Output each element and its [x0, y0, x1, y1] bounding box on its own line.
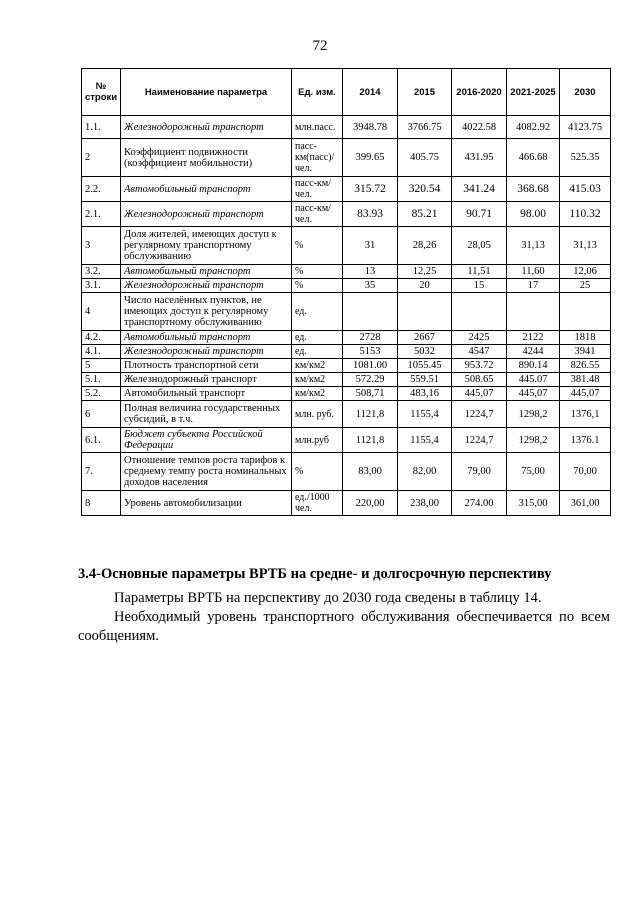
parameter-name-cell: Железнодорожный транспорт	[121, 345, 292, 359]
table-row	[82, 373, 611, 387]
row-number-cell: 4	[82, 293, 121, 331]
value-cell: 4022.58	[452, 116, 507, 139]
table-row	[82, 177, 611, 202]
value-cell: 1155,4	[398, 401, 452, 428]
table-row	[82, 428, 611, 453]
value-cell: 25	[560, 279, 611, 293]
table-row	[82, 116, 611, 139]
row-number-cell: 2.1.	[82, 202, 121, 227]
table-row	[82, 453, 611, 491]
unit-cell: км/км2	[292, 387, 343, 401]
parameter-name-cell: Автомобильный транспорт	[121, 331, 292, 345]
value-cell: 11,51	[452, 265, 507, 279]
value-cell: 826.55	[560, 359, 611, 373]
parameter-name-cell: Железнодорожный транспорт	[121, 202, 292, 227]
value-cell: 220,00	[343, 491, 398, 516]
value-cell: 572.29	[343, 373, 398, 387]
value-cell: 315.72	[343, 177, 398, 202]
value-cell: 415.03	[560, 177, 611, 202]
value-cell: 85.21	[398, 202, 452, 227]
value-cell: 953.72	[452, 359, 507, 373]
value-cell: 445,07	[560, 387, 611, 401]
unit-cell: ед.	[292, 345, 343, 359]
unit-cell: ед.	[292, 331, 343, 345]
header-year-2014: 2014	[343, 69, 398, 116]
value-cell: 79,00	[452, 453, 507, 491]
value-cell: 5153	[343, 345, 398, 359]
row-number-cell: 4.1.	[82, 345, 121, 359]
value-cell: 431.95	[452, 139, 507, 177]
row-number-cell: 5	[82, 359, 121, 373]
row-number-cell: 2	[82, 139, 121, 177]
value-cell	[452, 293, 507, 331]
table-body	[82, 116, 611, 516]
value-cell: 31,13	[560, 227, 611, 265]
value-cell: 98.00	[507, 202, 560, 227]
value-cell: 12,06	[560, 265, 611, 279]
value-cell	[398, 293, 452, 331]
unit-cell: млн.руб	[292, 428, 343, 453]
value-cell: 508.65	[452, 373, 507, 387]
value-cell: 13	[343, 265, 398, 279]
parameter-name-cell: Железнодорожный транспорт	[121, 116, 292, 139]
value-cell: 31	[343, 227, 398, 265]
header-unit: Ед. изм.	[292, 69, 343, 116]
value-cell: 1298,2	[507, 428, 560, 453]
header-period-2016-2020: 2016-2020	[452, 69, 507, 116]
row-number-cell: 8	[82, 491, 121, 516]
header-parameter-name: Наименование параметра	[121, 69, 292, 116]
value-cell: 20	[398, 279, 452, 293]
value-cell: 75,00	[507, 453, 560, 491]
parameter-name-cell: Автомобильный транспорт	[121, 265, 292, 279]
value-cell	[560, 293, 611, 331]
row-number-cell: 3.2.	[82, 265, 121, 279]
value-cell: 3766.75	[398, 116, 452, 139]
parameter-name-cell: Бюджет субъекта Российской Федерации	[121, 428, 292, 453]
row-number-cell: 6	[82, 401, 121, 428]
unit-cell: млн.пасс.	[292, 116, 343, 139]
table-row	[82, 331, 611, 345]
value-cell: 110.32	[560, 202, 611, 227]
value-cell: 82,00	[398, 453, 452, 491]
value-cell: 2667	[398, 331, 452, 345]
value-cell: 1121,8	[343, 428, 398, 453]
table-row	[82, 202, 611, 227]
value-cell: 4082.92	[507, 116, 560, 139]
value-cell: 445.07	[507, 373, 560, 387]
header-year-2030: 2030	[560, 69, 611, 116]
parameter-name-cell: Плотность транспортной сети	[121, 359, 292, 373]
row-number-cell: 5.2.	[82, 387, 121, 401]
paragraph-service-level: Необходимый уровень транспортного обслуживания обеспечивается по всем сообщениям.	[78, 609, 610, 644]
value-cell: 2728	[343, 331, 398, 345]
parameter-name-cell: Железнодорожный транспорт	[121, 373, 292, 387]
value-cell: 15	[452, 279, 507, 293]
value-cell: 1155,4	[398, 428, 452, 453]
row-number-cell: 3.1.	[82, 279, 121, 293]
value-cell: 341.24	[452, 177, 507, 202]
table-row	[82, 401, 611, 428]
value-cell: 1121,8	[343, 401, 398, 428]
table-row	[82, 293, 611, 331]
value-cell	[343, 293, 398, 331]
value-cell: 445,07	[507, 387, 560, 401]
row-number-cell: 3	[82, 227, 121, 265]
value-cell: 1298,2	[507, 401, 560, 428]
value-cell: 1224,7	[452, 401, 507, 428]
header-year-2015: 2015	[398, 69, 452, 116]
unit-cell: пасс-км/чел.	[292, 177, 343, 202]
table-row	[82, 387, 611, 401]
row-number-cell: 7.	[82, 453, 121, 491]
value-cell: 320.54	[398, 177, 452, 202]
value-cell: 315,00	[507, 491, 560, 516]
value-cell: 90.71	[452, 202, 507, 227]
value-cell: 483,16	[398, 387, 452, 401]
value-cell: 508,71	[343, 387, 398, 401]
parameter-name-cell: Доля жителей, имеющих доступ к регулярному транспортному обслуживанию	[121, 227, 292, 265]
value-cell: 11,60	[507, 265, 560, 279]
value-cell: 381.48	[560, 373, 611, 387]
unit-cell: пасс-км/чел.	[292, 202, 343, 227]
row-number-cell: 1.1.	[82, 116, 121, 139]
value-cell: 28,05	[452, 227, 507, 265]
row-number-cell: 6.1.	[82, 428, 121, 453]
unit-cell: %	[292, 279, 343, 293]
value-cell: 525.35	[560, 139, 611, 177]
table-row	[82, 265, 611, 279]
value-cell: 5032	[398, 345, 452, 359]
row-number-cell: 5.1.	[82, 373, 121, 387]
parameter-name-cell: Железнодорожный транспорт	[121, 279, 292, 293]
value-cell: 1224,7	[452, 428, 507, 453]
value-cell: 4547	[452, 345, 507, 359]
value-cell: 238,00	[398, 491, 452, 516]
table-row	[82, 139, 611, 177]
value-cell: 1081.00	[343, 359, 398, 373]
unit-cell: ед./1000 чел.	[292, 491, 343, 516]
value-cell: 399.65	[343, 139, 398, 177]
unit-cell: км/км2	[292, 359, 343, 373]
parameter-name-cell: Отношение темпов роста тарифов к среднему темпу роста номинальных доходов населения	[121, 453, 292, 491]
value-cell: 17	[507, 279, 560, 293]
table-row	[82, 279, 611, 293]
parameter-name-cell: Уровень автомобилизации	[121, 491, 292, 516]
row-number-cell: 4.2.	[82, 331, 121, 345]
unit-cell: %	[292, 265, 343, 279]
parameter-name-cell: Автомобильный транспорт	[121, 177, 292, 202]
paragraph-table-reference: Параметры ВРТБ на перспективу до 2030 года сведены в таблицу 14.	[114, 590, 542, 606]
parameter-name-cell: Коэффициент подвижности (коэффициент мобильности)	[121, 139, 292, 177]
unit-cell: %	[292, 227, 343, 265]
value-cell: 1055.45	[398, 359, 452, 373]
value-cell: 405.75	[398, 139, 452, 177]
unit-cell: млн. руб.	[292, 401, 343, 428]
value-cell: 83,00	[343, 453, 398, 491]
value-cell: 1376.1	[560, 428, 611, 453]
value-cell: 3941	[560, 345, 611, 359]
page-number: 72	[312, 38, 328, 54]
table-row	[82, 359, 611, 373]
table-row	[82, 491, 611, 516]
header-period-2021-2025: 2021-2025	[507, 69, 560, 116]
table-row	[82, 345, 611, 359]
value-cell: 1376,1	[560, 401, 611, 428]
value-cell: 4244	[507, 345, 560, 359]
value-cell: 559.51	[398, 373, 452, 387]
value-cell: 466.68	[507, 139, 560, 177]
parameters-table	[81, 68, 611, 516]
section-heading: 3.4-Основные параметры ВРТБ на средне- и долгосрочную перспективу	[78, 566, 552, 582]
value-cell: 368.68	[507, 177, 560, 202]
value-cell: 1818	[560, 331, 611, 345]
header-row-number: № строки	[82, 69, 121, 116]
value-cell: 890.14	[507, 359, 560, 373]
parameter-name-cell: Полная величина государственных субсидий, в т.ч.	[121, 401, 292, 428]
row-number-cell: 2.2.	[82, 177, 121, 202]
value-cell: 445,07	[452, 387, 507, 401]
value-cell: 2425	[452, 331, 507, 345]
unit-cell: %	[292, 453, 343, 491]
value-cell: 4123.75	[560, 116, 611, 139]
parameter-name-cell: Число населённых пунктов, не имеющих доступ к регулярному транспортному обслуживанию	[121, 293, 292, 331]
value-cell: 35	[343, 279, 398, 293]
value-cell: 12,25	[398, 265, 452, 279]
value-cell: 70,00	[560, 453, 611, 491]
parameter-name-cell: Автомобильный транспорт	[121, 387, 292, 401]
value-cell: 83.93	[343, 202, 398, 227]
value-cell: 28,26	[398, 227, 452, 265]
value-cell: 31,13	[507, 227, 560, 265]
value-cell: 3948.78	[343, 116, 398, 139]
value-cell	[507, 293, 560, 331]
value-cell: 274.00	[452, 491, 507, 516]
unit-cell: ед.	[292, 293, 343, 331]
value-cell: 2122	[507, 331, 560, 345]
value-cell: 361,00	[560, 491, 611, 516]
unit-cell: пасс-км(пасс)/чел.	[292, 139, 343, 177]
table-header-row	[82, 69, 611, 116]
unit-cell: км/км2	[292, 373, 343, 387]
table-row	[82, 227, 611, 265]
